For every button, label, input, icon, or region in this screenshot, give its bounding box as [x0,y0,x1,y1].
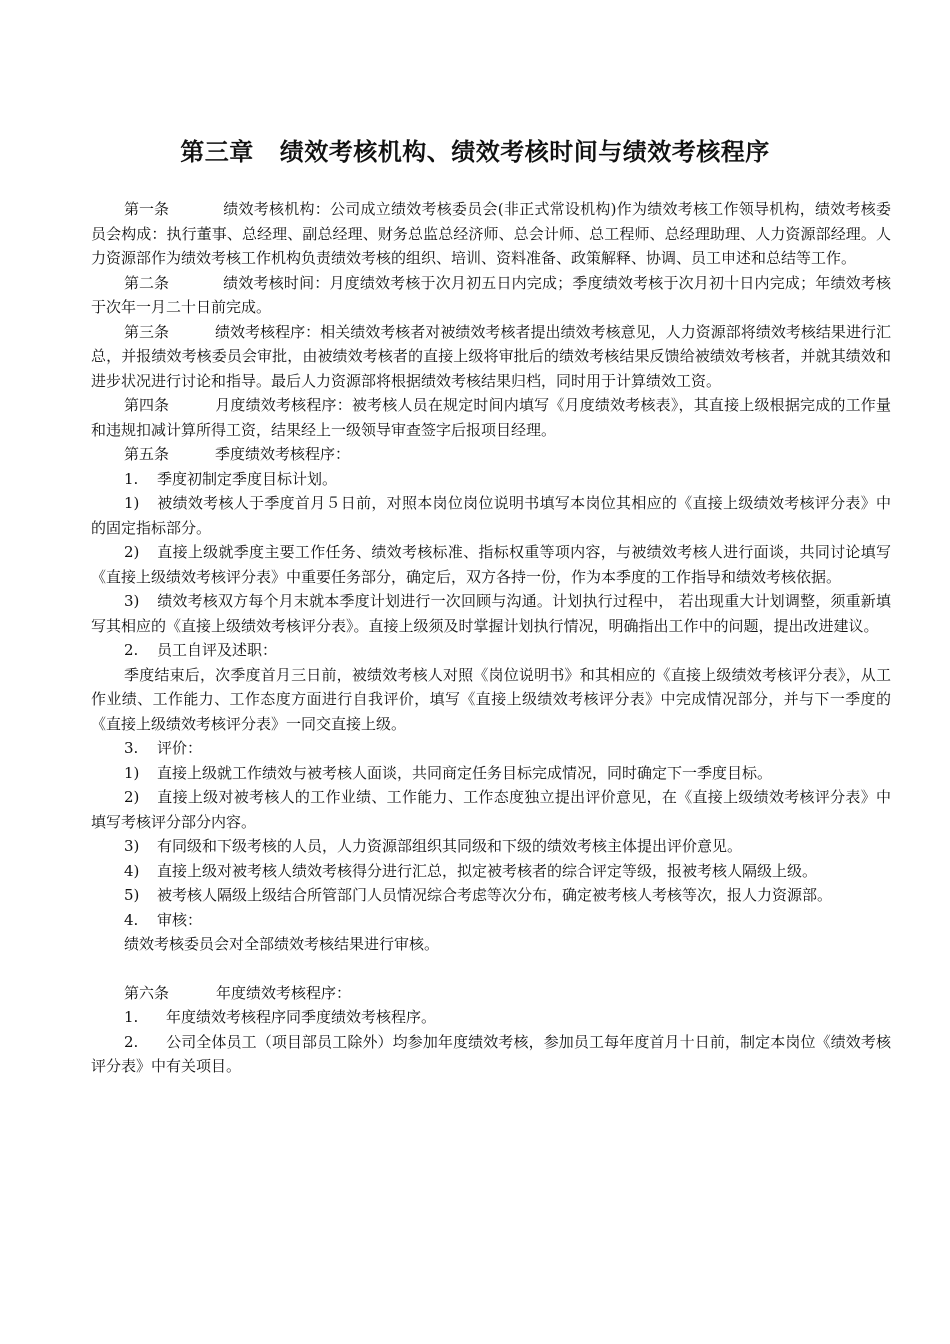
article-text: 绩效考核机构：公司成立绩效考核委员会(非正式常设机构)作为绩效考核工作领导机构，绩效考核委员会构成：执行董事、总经理、副总经理、财务总监总经济师、总会计师、总工程师、总经理助理、人力资源部经理。人力资源部作为绩效考核工作机构负责绩效考核的组织、培训、资料准备、政策解释、协调、员工申述和总结等工作。 [91,200,891,267]
item-text: 直接上级就季度主要工作任务、绩效考核标准、指标权重等项内容，与被绩效考核人进行面谈，共同讨论填写《直接上级绩效考核评分表》中重要任务部分，确定后，双方各持一份，作为本季度的工作指导和绩效考核依据。 [91,543,891,586]
article-4 [91,393,891,442]
article-text: 年度绩效考核程序： [216,983,352,1002]
article-text: 绩效考核程序：相关绩效考核者对被绩效考核者提出绩效考核意见，人力资源部将绩效考核结果进行汇总，并报绩效考核委员会审批，由被绩效考核者的直接上级将审批后的绩效考核结果反馈给被绩效考核者，并就其绩效和进步状况进行讨论和指导。最后人力资源部将根据绩效考核结果归档，同时用于计算绩效工资。 [91,322,891,390]
section-number: 2. [124,1032,139,1051]
article-5 [91,442,891,467]
item-text: 直接上级对被考核人绩效考核得分进行汇总，拟定被考核者的综合评定等级，报被考核人隔级上级。 [157,861,818,880]
item-text: 直接上级对被考核人的工作业绩、工作能力、工作态度独立提出评价意见，在《直接上级绩效考核评分表》中填写考核评分部分内容。 [91,788,891,831]
section-heading [91,736,891,761]
section-body: 绩效考核委员会对全部绩效考核结果进行审核。 [124,935,440,953]
section-heading [91,1030,891,1079]
article-label: 第五条 [124,445,170,463]
section-text: 评价： [157,739,203,757]
item-number: 5) [124,886,140,904]
section-text: 季度初制定季度目标计划。 [157,469,338,488]
item-text: 绩效考核双方每个月末就本季度计划进行一次回顾与沟通。计划执行过程中， 若出现重大计划调整，须重新填写其相应的《直接上级绩效考核评分表》。直接上级须及时掌握计划执行情况，明确指出工作中的问题，提出改进建议。 [91,592,891,635]
list-item [91,491,891,540]
item-number: 1) [124,763,140,782]
list-item [91,883,891,908]
item-text: 被绩效考核人于季度首月５日前，对照本岗位岗位说明书填写本岗位其相应的《直接上级绩效考核评分表》中的固定指标部分。 [91,494,891,537]
section-body: 季度结束后，次季度首月三日前，被绩效考核人对照《岗位说明书》和其相应的《直接上级绩效考核评分表》，从工作业绩、工作能力、工作态度方面进行自我评价，填写《直接上级绩效考核评分表》中完成情况部分，并与下一季度的《直接上级绩效考核评分表》一同交直接上级。 [91,665,891,733]
section-number: 2. [124,641,139,659]
chapter-number: 第三章 [180,137,254,166]
section-heading [91,467,891,492]
list-item [91,785,891,834]
section-number: 3. [124,739,139,757]
article-6 [91,981,891,1006]
document-body [91,197,891,1079]
section-heading [91,638,891,663]
chapter-title-text: 绩效考核机构、绩效考核时间与绩效考核程序 [279,137,770,166]
article-text: 季度绩效考核程序： [215,445,351,463]
item-number: 1) [124,494,140,512]
article-label: 第一条 [124,200,170,218]
article-1 [91,197,891,271]
section-text: 审核： [157,910,203,929]
item-number: 3) [124,592,140,610]
article-text: 月度绩效考核程序：被考核人员在规定时间内填写《月度绩效考核表》，其直接上级根据完成的工作量和违规扣减计算所得工资，结果经上一级领导审查签字后报项目经理。 [91,396,891,439]
section-heading [91,908,891,933]
article-text: 绩效考核时间：月度绩效考核于次月初五日内完成；季度绩效考核于次月初十日内完成；年绩效考核于次年一月二十日前完成。 [91,273,891,316]
item-text: 有同级和下级考核的人员，人力资源部组织其同级和下级的绩效考核主体提出评价意见。 [157,837,743,855]
item-number: 2) [124,543,140,561]
item-number: 2) [124,788,140,806]
article-3 [91,320,891,394]
list-item [91,834,891,859]
item-number: 3) [124,837,140,855]
article-2 [91,271,891,320]
section-text: 员工自评及述职： [157,641,278,659]
list-item [91,761,891,786]
section-text: 年度绩效考核程序同季度绩效考核程序。 [166,1008,437,1026]
chapter-title [0,134,950,170]
section-heading [91,1005,891,1030]
list-item [91,859,891,884]
article-label: 第二条 [124,273,170,292]
section-number: 4. [124,910,139,929]
item-text: 被考核人隔级上级结合所管部门人员情况综合考虑等次分布，确定被考核人考核等次，报人力资源部。 [157,886,833,904]
section-number: 1. [124,469,139,488]
article-label: 第四条 [124,396,170,414]
item-text: 直接上级就工作绩效与被考核人面谈，共同商定任务目标完成情况，同时确定下一季度目标。 [157,763,773,782]
list-item [91,540,891,589]
paragraph-spacer [91,957,891,981]
list-item [91,589,891,638]
item-number: 4) [124,861,140,880]
article-label: 第三条 [124,322,170,341]
article-label: 第六条 [124,983,170,1002]
section-number: 1. [124,1008,139,1026]
section-text: 公司全体员工（项目部员工除外）均参加年度绩效考核，参加员工每年度首月十日前，制定本岗位《绩效考核评分表》中有关项目。 [91,1032,891,1075]
